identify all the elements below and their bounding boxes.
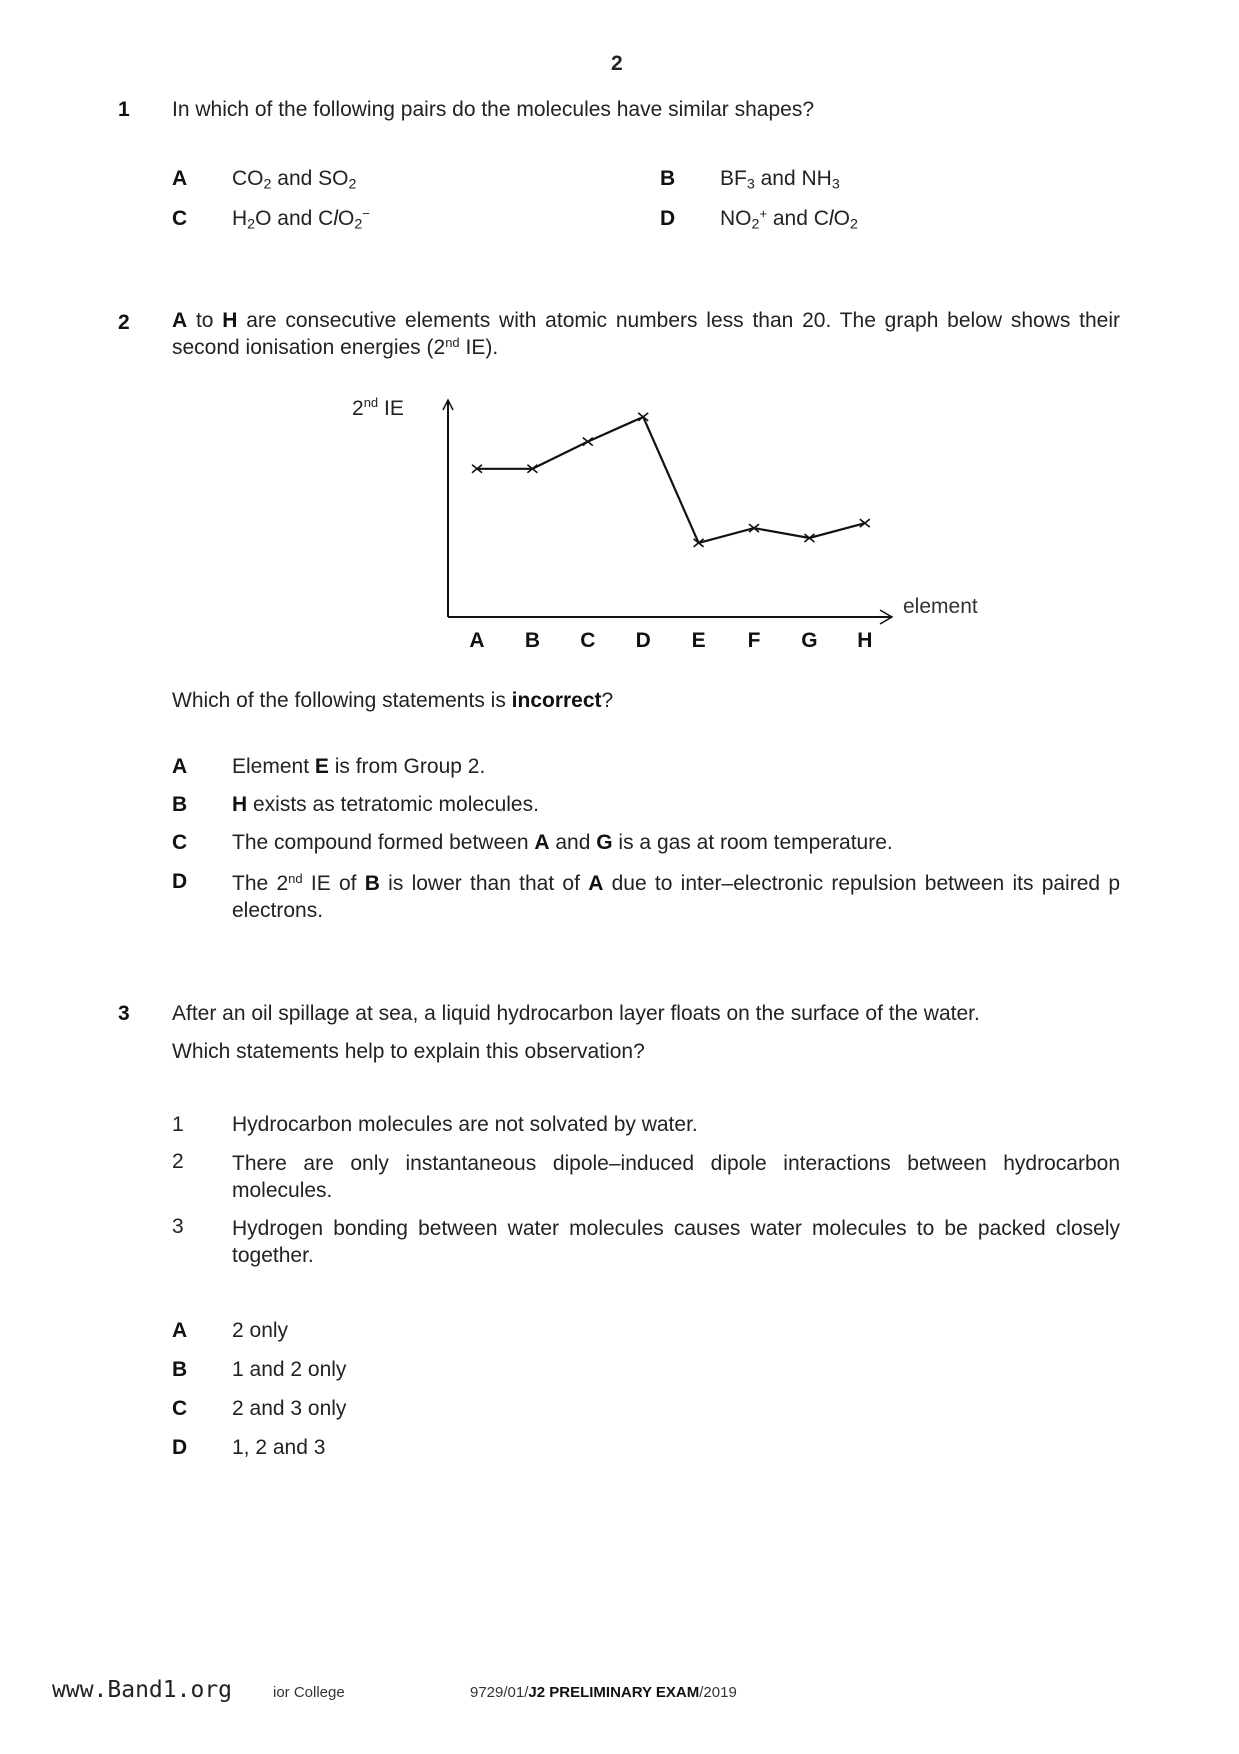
x-tick-label: C [580, 629, 596, 652]
page-number: 2 [611, 52, 623, 75]
x-axis-label: element [903, 595, 978, 618]
option-c[interactable] [172, 1397, 346, 1421]
option-label: D [660, 207, 676, 230]
option-label: A [172, 167, 188, 190]
x-tick-label: F [747, 629, 761, 652]
option-a[interactable]: A Element E is from Group 2. [172, 755, 486, 778]
watermark-link[interactable]: www.Band1.org [52, 1677, 233, 1703]
statement-2: 2 There are only instantaneous dipole–induced dipole interactions between hydrocarbon molecules. [172, 1150, 1120, 1202]
option-text: 1 and 2 only [232, 1358, 347, 1381]
question-number: 1 [118, 98, 130, 121]
option-label: B [172, 793, 188, 816]
option-text: 1, 2 and 3 [232, 1436, 326, 1459]
statement-1: 1 Hydrocarbon molecules are not solvated by water. [172, 1113, 698, 1136]
option-text: $NO_2^+$ and ClO$_2$ [720, 205, 858, 233]
option-d[interactable] [660, 207, 858, 231]
option-c[interactable]: C The compound formed between A and G is a gas at room temperature. [172, 831, 893, 854]
option-a[interactable] [172, 167, 356, 191]
question-number: 3 [118, 1002, 130, 1025]
option-text: $CO_2$ and $SO_2$ [232, 167, 357, 193]
x-tick-label: G [801, 629, 818, 652]
option-label: C [172, 1397, 188, 1420]
exam-code: 9729/01/J2 PRELIMINARY EXAM/2019 [470, 1684, 737, 1701]
x-tick-label: H [857, 629, 873, 652]
x-tick-label: D [635, 629, 651, 652]
x-tick-label: B [524, 629, 540, 652]
statement-3: 3 Hydrogen bonding between water molecules causes water molecules to be packed closely together. [172, 1215, 1120, 1267]
option-c[interactable] [172, 207, 370, 231]
option-text: $H_2O$ and ClO$_2$− [232, 205, 370, 233]
option-text: The 2nd IE of B is lower than that of A due to inter–electronic repulsion between its paired p electrons. [232, 870, 1121, 922]
option-b[interactable] [660, 167, 840, 191]
option-label: B [172, 1358, 188, 1381]
option-a[interactable] [172, 1319, 288, 1343]
option-label: D [172, 870, 188, 893]
option-label: C [172, 831, 188, 854]
y-axis-label: 2nd IE [352, 395, 404, 420]
college-name: ior College [273, 1684, 345, 1701]
ionisation-energy-chart [330, 385, 1010, 660]
question-number: 2 [118, 311, 130, 334]
x-tick-label: A [469, 629, 485, 652]
option-label: C [172, 207, 188, 230]
x-tick-labels [469, 629, 872, 652]
option-text: $BF_3$ and $NH_3$ [720, 167, 840, 193]
option-d[interactable] [172, 1436, 325, 1460]
x-tick-label: E [691, 629, 706, 652]
option-b[interactable]: B H exists as tetratomic molecules. [172, 793, 539, 816]
option-label: A [172, 1319, 188, 1342]
option-text: 2 and 3 only [232, 1397, 347, 1420]
option-label: D [172, 1436, 188, 1459]
data-line [477, 417, 865, 543]
option-b[interactable] [172, 1358, 346, 1382]
option-d[interactable] [172, 870, 1120, 924]
question-stem: After an oil spillage at sea, a liquid hydrocarbon layer floats on the surface of the water. [172, 1002, 980, 1025]
question-prompt: Which of the following statements is incorrect? [172, 689, 614, 712]
question-stem: In which of the following pairs do the molecules have similar shapes? [172, 98, 815, 121]
option-label: A [172, 755, 188, 778]
option-text: 2 only [232, 1319, 289, 1342]
question-stem: A to H are consecutive elements with atomic numbers less than 20. The graph below shows their second ionisation energies (2nd IE). [172, 309, 1120, 359]
option-label: B [660, 167, 676, 190]
question-prompt: Which statements help to explain this observation? [172, 1040, 645, 1063]
